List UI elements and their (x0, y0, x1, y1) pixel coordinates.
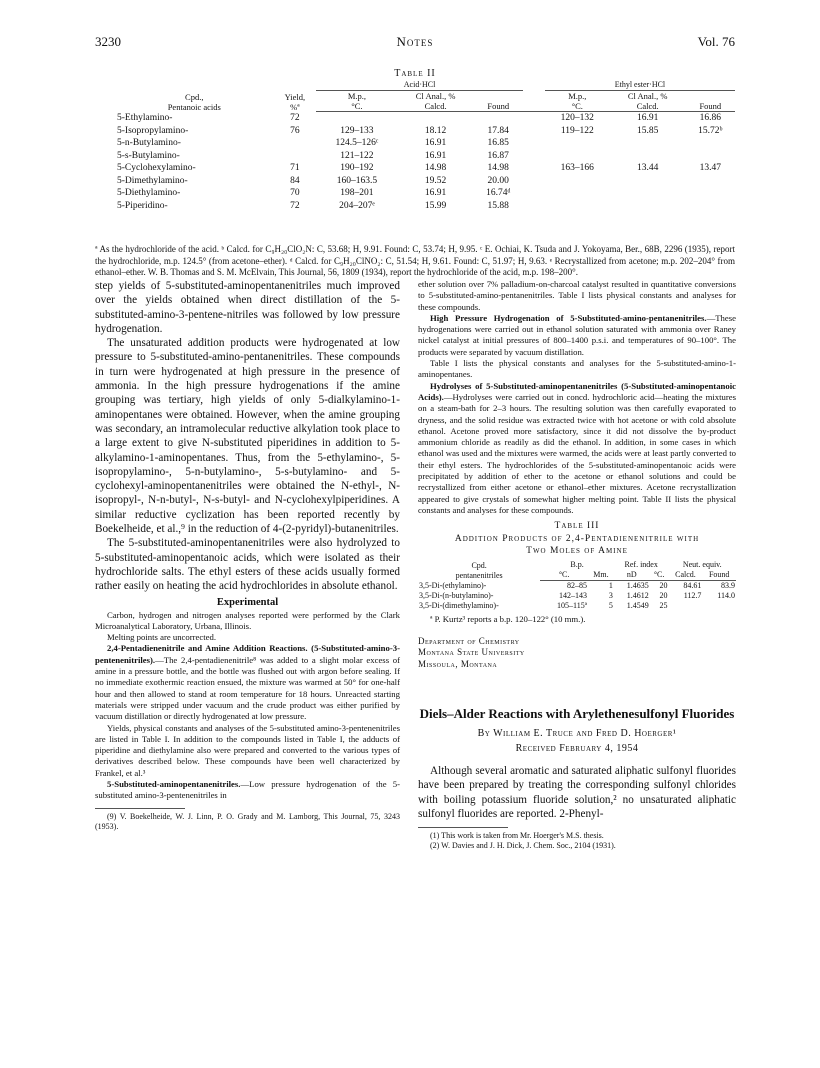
table-cell-nd: 1.4635 (626, 581, 649, 591)
table-cell-calcd: 16.91 (424, 150, 447, 161)
footnote-rule (95, 808, 185, 809)
table-cell-yield: 84 (290, 175, 300, 186)
body-paragraph: The 5-substituted-aminopentanenitriles were also hydrolyzed to 5-substituted-aminopentanoic acids, which were isolated as their hydrochloride salts. The ethyl esters of these acids usually formed rather easily on heating the acid hydrochlorides in absolute ethanol. (95, 537, 400, 593)
exp-paragraph: Melting points are uncorrected. (107, 632, 217, 643)
table-cell-found: 14.98 (487, 163, 509, 173)
table-cell-yield: 72 (290, 200, 300, 211)
table-cell-mm: 1 (608, 581, 613, 591)
table-spacer (523, 150, 545, 163)
table-cell-yield: 71 (290, 163, 300, 173)
table-3-footnote: ª P. Kurtz³ reports a b.p. 120–122° (10 mm.). (430, 614, 586, 625)
table-cell-c: 20 (659, 591, 668, 601)
table-spacer (523, 162, 545, 175)
table-cell-ecalcd (610, 187, 686, 200)
table-cell-cpd: 5-s-Butylamino- (117, 150, 180, 161)
section-heading-experimental: Experimental (216, 596, 279, 608)
table-cell-efound (686, 137, 735, 150)
affiliation-line: Montana State University (418, 647, 525, 658)
exp-paragraph: Yields, physical constants and analyses of the 5-substituted amino-3-pentenenitriles are listed in Table I. In addition to the compounds listed in Table I, the adducts of piperidine and diethylamine also were prepared and converted to the various types of derivatives described below. These compounds have been well characterized by Frankel, et al.³ (95, 722, 400, 778)
table-cell-ecalcd: 13.44 (636, 163, 659, 173)
t3-col-bp-mm: Mm. (588, 570, 614, 581)
t2-col-cl-anal: Cl Anal., % (415, 91, 456, 101)
footnote-9: (9) V. Boekelheide, W. J. Linn, P. O. Grady and M. Lamborg, This Journal, 75, 3243 (1953). (95, 811, 400, 831)
table-cell-cpd: 5-Diethylamino- (117, 188, 181, 198)
table-cell-found: 17.84 (487, 125, 509, 136)
table-cell-ecalcd: 15.85 (636, 125, 659, 136)
table-cell-found: 16.74ᵈ (486, 188, 511, 198)
table-cell-calcd (398, 112, 474, 125)
table-cell-emp: 119–122 (560, 125, 594, 136)
t2-col-found: Found (474, 91, 523, 112)
table-cell-efound (686, 175, 735, 188)
t2-col-calcd: Calcd. (424, 101, 447, 111)
table-cell-mp: 121–122 (340, 150, 374, 161)
t3-col-cpd-sub: pentanenitriles (455, 570, 503, 580)
table-spacer (523, 200, 545, 213)
table-cell-mp: 190–192 (340, 163, 374, 173)
t2-col-cpd: Cpd., (185, 91, 204, 102)
exp-run-in-heading: High Pressure Hydrogenation of 5-Substituted-amino-pentanenitriles. (430, 312, 707, 323)
table-cell-c: 20 (659, 581, 668, 591)
table-cell-calcd: 16.91 (424, 188, 447, 198)
table-2 (95, 80, 735, 212)
t2-group-ester: Ethyl ester·HCl (545, 80, 735, 91)
t2-col-yield-sub: %ª (290, 101, 300, 112)
t3-col-calcd: Calcd. (669, 570, 703, 581)
exp-paragraph (418, 381, 736, 517)
table-cell-cpd: 5-Dimethylamino- (117, 175, 188, 186)
running-title: Notes (396, 34, 434, 49)
footnote-1: (1) This work is taken from Mr. Hoerger's M.S. thesis. (430, 831, 604, 841)
exp-paragraph (95, 779, 400, 802)
table-cell-calcd: 15.99 (424, 200, 447, 211)
table-row (95, 162, 735, 175)
table-cell-mp: 124.5–126ᶜ (335, 138, 379, 148)
exp-text: —Low pressure hydrogenation of the 5-substituted amino-3-pentenenitriles in (95, 778, 400, 801)
table-cell-cpd: 5-Isopropylamino- (117, 125, 189, 136)
table-row (95, 200, 735, 213)
table-cell-bpc: 82–85 (566, 581, 587, 591)
t2-col-mp-unit: °C. (351, 101, 363, 111)
table-cell-ecalcd (610, 137, 686, 150)
table-row (95, 112, 735, 125)
t3-col-nd: nD (614, 570, 650, 581)
table-cell-found (474, 112, 523, 125)
table-2-footnotes: ª As the hydrochloride of the acid. ᵇ Calcd. for C₉H₂₀ClO₂N: C, 53.68; H, 9.91. Found: C, 53.74; H, 9.95. ᶜ E. Ochiai, K. Tsuda and J. Yokoyama, Ber., 68B, 2296 (1935), report the hydrochloride, m.p. 124.5° (from acetone–ether). ᵈ Calcd. for C₉H₂₀ClNO₂: C, 51.54; H, 9.61. Found: C, 51.97; H, 9.63. ᵉ Recrystallized from acetone; m.p. 202–204° from ethanol–ether. W. B. Thomas and S. M. McElvain, This Journal, 56, 1809 (1934), report the hydrochloride of the acid, m.p. 198–200°. (95, 244, 735, 277)
table-cell-efound: 13.47 (699, 163, 722, 173)
t3-col-cpd: Cpd. (471, 560, 487, 570)
table-cell-yield: 76 (290, 125, 300, 136)
table-cell-ecalcd (610, 200, 686, 213)
affiliation-line: Department of Chemistry (418, 635, 520, 646)
table-cell-bpc: 105–115ª (557, 601, 587, 611)
received-date: Received February 4, 1954 (515, 743, 639, 755)
footnote-2: (2) W. Davies and J. H. Dick, J. Chem. Soc., 2104 (1931). (430, 841, 616, 851)
table-cell-emp (545, 187, 610, 200)
table-cell-calcd: 84.61 (683, 581, 702, 591)
table-cell-emp (545, 150, 610, 163)
table-cell-emp (545, 175, 610, 188)
table-cell-efound: 16.86 (699, 113, 722, 123)
table-cell-efound: 15.72ᵇ (698, 125, 723, 136)
table-spacer (523, 137, 545, 150)
table-cell-cpd: 5-Piperidino- (117, 200, 168, 211)
table-3-title: Table III (554, 521, 600, 532)
table-cell-emp: 163–166 (560, 163, 594, 173)
table-cell-mp: 160–163.5 (336, 175, 378, 186)
t2-col-mp: M.p., (347, 91, 366, 101)
table-cell-ecalcd (610, 150, 686, 163)
right-column (418, 279, 736, 851)
exp-paragraph: Table I lists the physical constants and analyses for the 5-substituted-amino-1-aminopentanes. (418, 358, 736, 380)
table-row (418, 601, 736, 611)
exp-paragraph (418, 313, 736, 358)
article-intro: Although several aromatic and saturated aliphatic sulfonyl fluorides have been prepared by treating the corresponding sulfonyl chlorides with boiling potassium fluoride solution,² no unsaturated aliphatic sulfonyl fluorides are reported. 2-Phenyl- (418, 765, 736, 820)
exp-text: —Hydrolyses were carried out in concd. hydrochloric acid—heating the mixtures on a steam-bath for 2–3 hours. The resulting solution was then carefully evaporated to dryness, and the solid residue was extracted twice with hot acetone or with cold absolute ethanol. Acetone proved more satisfactory, since it did not dissolve the by-product ammonium chloride as readily as did the ethanol. In addition, in some cases in which ethanol was used and the mixtures were warmed, the acids were at least partly converted to their ethyl esters. The hydrochlorides of the 5-substituted-aminopentanoic acids were precipitated by addition of ether to the acetone or ethanol solutions and could be recrystallized from either acetone or ethanol–ether mixtures. Acetone recrystallization appeared to give crystals of somewhat higher melting point. Table II lists the physical constants and analyses for these compounds. (418, 391, 736, 515)
table-row (418, 581, 736, 592)
table-cell-efound (686, 200, 735, 213)
table-cell-mp: 129–133 (340, 125, 374, 136)
table-spacer (523, 125, 545, 138)
table-row (95, 150, 735, 163)
table-cell-mp: 204–207ᵉ (339, 200, 375, 211)
table-cell-cpd: 3,5-Di-(dimethylamino)- (419, 601, 499, 611)
table-spacer (523, 175, 545, 188)
article-byline: By William E. Truce and Fred D. Hoerger¹ (477, 728, 677, 740)
table-spacer (523, 187, 545, 200)
table-cell-mp (316, 112, 397, 125)
table-cell-found: 15.88 (487, 200, 509, 211)
table-cell-yield: 70 (290, 188, 300, 198)
table-cell-cpd: 5-Cyclohexylamino- (117, 163, 196, 173)
exp-paragraph: ether solution over 7% palladium-on-charcoal catalyst resulted in quantitative conversions to 5-substituted-amino-pentanenitriles. Table I lists physical constants and analyses for these compounds. (418, 279, 736, 312)
table-cell-found (702, 601, 736, 611)
body-paragraph: The unsaturated addition products were hydrogenated at low pressure to 5-substituted-amino-pentanenitriles. These compounds in turn were hydrogenated at high pressure in the presence of ammonia. In the high pressure hydrogenations if the amine grouping was tertiary, high yields of only 5-dialkylamino-1-aminopentanes were obtained. However, when the amine grouping was secondary, an intramolecular reductive alkylation took place to a large extent to give N-substituted piperidines in addition to 5-alkylamino-1-aminopentanes. Thus, from the 5-ethylamino-, 5-isopropylamino-, 5-n-butylamino-, 5-s-butylamino- and 5-cyclohexyl-aminopentanenitriles were obtained the N-ethyl-, N-isopropyl-, N-n-butyl-, N-s-butyl- and N-cyclohexylpiperidines. A similar reductive cyclization has been reported recently by Boekelheide, et al.,⁹ in the reduction of 4-(2-pyridyl)-butanenitriles. (95, 337, 400, 536)
t3-col-found: Found (702, 570, 736, 581)
table-cell-emp: 120–132 (560, 113, 594, 123)
table-row (95, 175, 735, 188)
article-title: Diels–Alder Reactions with Arylethenesulfonyl Fluorides (419, 706, 735, 722)
table-cell-found: 16.87 (487, 150, 509, 161)
table-cell-cpd: 3,5-Di-(ethylamino)- (419, 580, 487, 590)
table-cell-emp (545, 137, 610, 150)
volume-label: Vol. 76 (697, 34, 735, 49)
table-3 (418, 560, 736, 611)
t3-col-ri-c: °C. (650, 570, 669, 581)
table-row (95, 125, 735, 138)
table-cell-mm: 5 (608, 601, 613, 611)
table-cell-calcd: 16.91 (424, 138, 447, 148)
table-cell-yield (274, 150, 317, 163)
table-cell-found: 114.0 (717, 591, 735, 601)
t3-col-bp-c: °C. (540, 570, 588, 581)
running-head (95, 34, 735, 50)
footnote-rule (418, 827, 508, 828)
table-cell-c: 25 (659, 601, 668, 611)
table-cell-found: 83.9 (721, 581, 735, 591)
table-3-caption-line: Addition Products of 2,4-Pentadienenitrile with (454, 534, 700, 545)
t2-col-ester-mp-unit: °C. (571, 101, 583, 111)
table-row (418, 591, 736, 601)
table-cell-emp (545, 200, 610, 213)
exp-paragraph (95, 643, 400, 722)
t3-col-neut-equiv: Neut. equiv. (682, 560, 722, 570)
table-cell-mp: 198–201 (340, 188, 374, 198)
exp-run-in-heading: 5-Substituted-aminopentanenitriles. (107, 778, 241, 789)
table-cell-yield: 72 (290, 112, 300, 123)
table-2-title: Table II (394, 68, 436, 79)
exp-text: —The 2,4-pentadienenitrile⁸ was added to a slight molar excess of amine in a pressure bottle, and the bottle was flushed out with argon before sealing. If no immediate exothermic reaction ensued, the mixture was warmed at 50° for one-half hour and then allowed to stand at room temperature for 18 hours. Unreacted starting materials were stripped under vacuum and the crude product was either purified by vacuum distillation or directly hydrogenated at low pressure. (95, 654, 400, 722)
page-number: 3230 (95, 34, 121, 49)
table-3-caption-line: Two Moles of Amine (526, 546, 628, 557)
table-cell-yield (274, 137, 317, 150)
table-cell-nd: 1.4612 (626, 591, 649, 601)
table-cell-nd: 1.4549 (626, 601, 649, 611)
t2-col-ester-calcd: Calcd. (636, 101, 659, 111)
table-cell-efound (686, 150, 735, 163)
t2-col-yield: Yield, (284, 91, 306, 102)
table-row (95, 137, 735, 150)
table-cell-cpd: 5-Ethylamino- (117, 112, 173, 123)
table-cell-ecalcd: 16.91 (636, 113, 659, 123)
table-cell-calcd: 18.12 (424, 125, 447, 136)
t2-col-ester-found: Found (686, 91, 735, 112)
table-cell-found: 16.85 (487, 138, 509, 148)
affiliation-line: Missoula, Montana (418, 658, 498, 669)
exp-text: —These hydrogenations were carried out in ethanol solution saturated with ammonia over Raney nickel catalyst at initial pressures of 800–1400 p.s.i. and temperatures of 90–100°. The products were separated by vacuum distillation. (418, 312, 736, 357)
table-cell-found: 20.00 (487, 175, 509, 186)
affiliation (418, 636, 736, 671)
table-cell-calcd: 112.7 (683, 591, 702, 601)
table-spacer (523, 112, 545, 125)
table-row (95, 187, 735, 200)
table-cell-bpc: 142–143 (558, 591, 587, 601)
t2-col-ester-cl-anal: Cl Anal., % (627, 91, 668, 101)
t2-col-cpd-sub: Pentanoic acids (167, 101, 221, 112)
table-3-caption (418, 533, 736, 557)
t3-col-bp: B.p. (570, 560, 584, 570)
t2-group-acid: Acid·HCl (316, 80, 523, 91)
table-cell-efound (686, 187, 735, 200)
table-cell-cpd: 5-n-Butylamino- (117, 138, 181, 148)
body-paragraph: step yields of 5-substituted-aminopentanenitriles much improved over the yields obtained when direct distillation of the 5-substituted-amino-3-pentene-nitriles was followed by low pressure hydrogenation. (95, 280, 400, 335)
table-cell-mm: 3 (608, 591, 613, 601)
table-cell-calcd (669, 601, 703, 611)
left-column (95, 279, 400, 832)
exp-run-in-heading: Hydrolyses of 5-Substituted-aminopentanenitriles (5-Substituted-aminopentanoic Acids). (418, 380, 736, 402)
table-cell-calcd: 14.98 (424, 163, 447, 173)
t2-col-ester-mp: M.p., (568, 91, 587, 101)
exp-run-in-heading: 2,4-Pentadienenitrile and Amine Addition Reactions. (5-Substituted-amino-3-pentenenitriles). (95, 643, 400, 665)
t3-col-ref-index: Ref. index (624, 560, 658, 570)
exp-paragraph: Carbon, hydrogen and nitrogen analyses reported were performed by the Clark Microanalytical Laboratory, Urbana, Illinois. (95, 609, 400, 631)
table-cell-cpd: 3,5-Di-(n-butylamino)- (419, 591, 494, 601)
table-cell-ecalcd (610, 175, 686, 188)
table-cell-calcd: 19.52 (424, 175, 447, 186)
